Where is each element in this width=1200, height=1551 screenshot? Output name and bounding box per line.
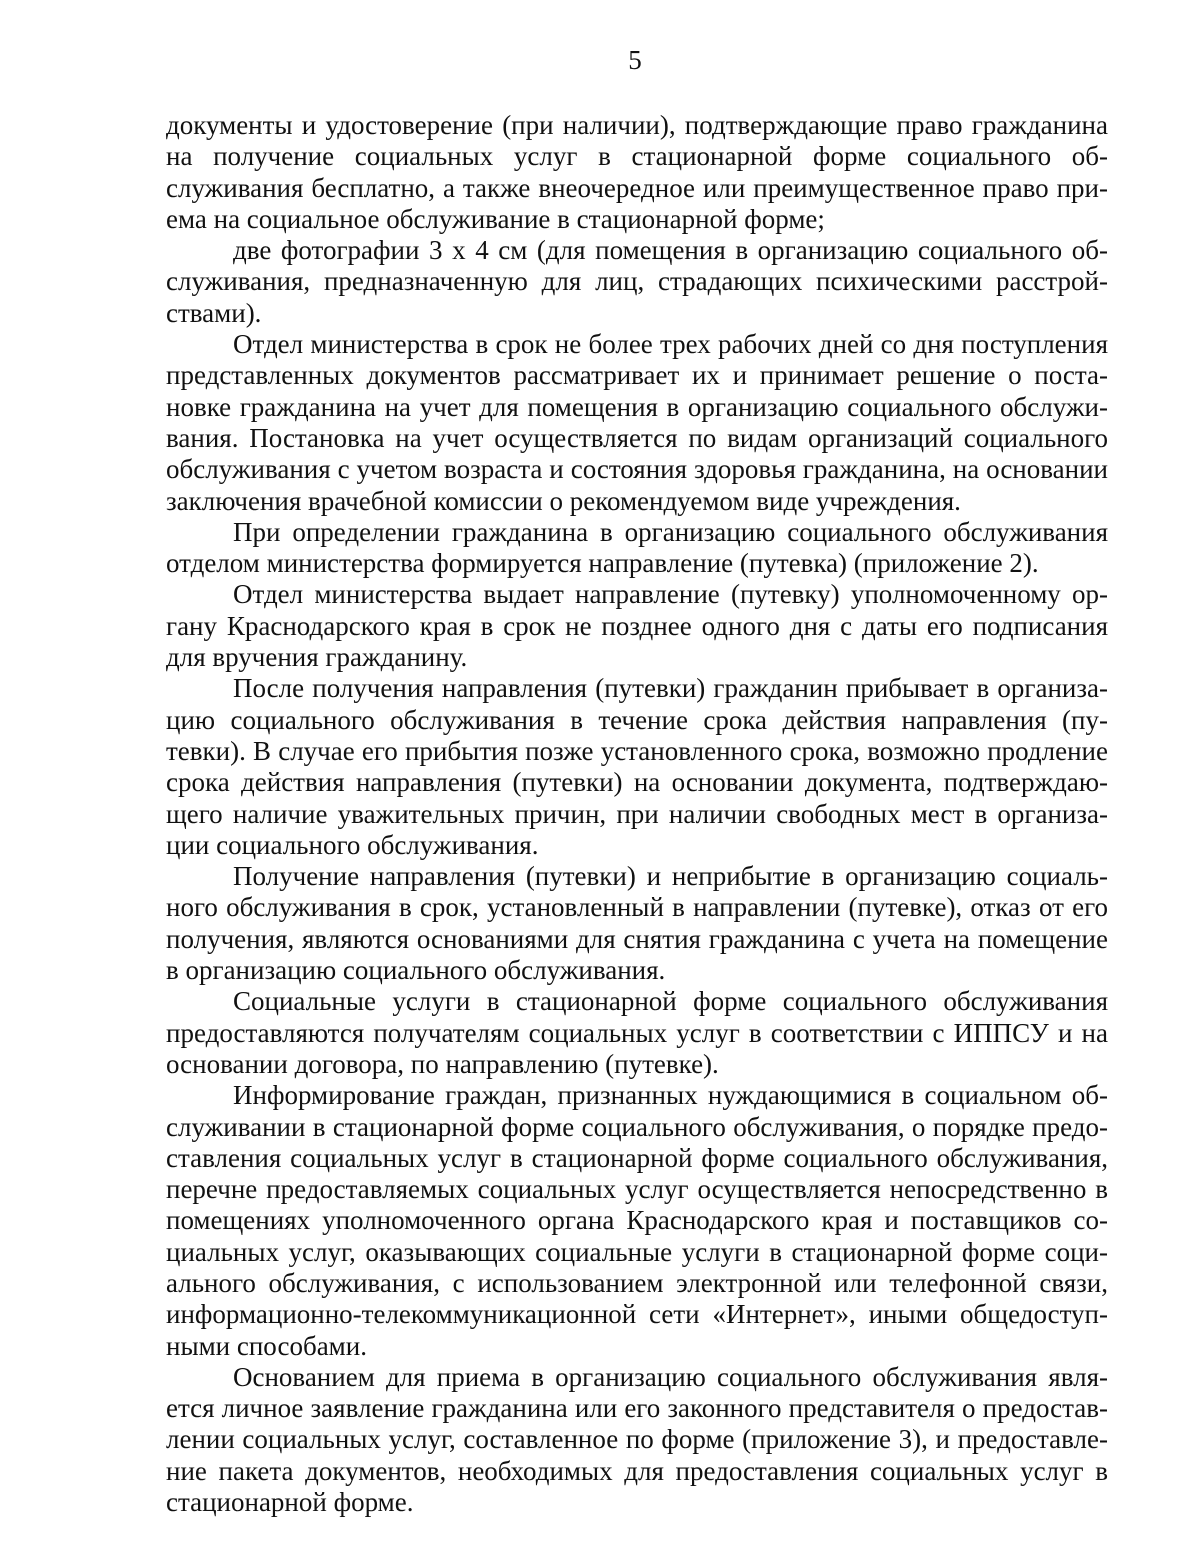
paragraph: документы и удостоверение (при наличии), подтверждающие право гражданина на получение социальных услуг в стационарной форме социального обслуживания бесплатно, а также внеочередное или преимущественное право приема на социальное обслуживание в стационарной форме; xyxy=(166,110,1108,234)
paragraph: Отдел министерства выдает направление (путевку) уполномоченному органу Краснодарского края в срок не позднее одного дня с даты его подписания для вручения гражданину. xyxy=(166,579,1108,673)
paragraph: Отдел министерства в срок не более трех рабочих дней со дня поступления представленных документов рассматривает их и принимает решение о постановке гражданина на учет для помещения в организацию социального обслуживания. Постановка на учет осуществляется по видам организаций социального обслуживания с учетом возраста и состояния здоровья гражданина, на основании заключения врачебной комиссии о рекомендуемом виде учреждения. xyxy=(166,329,1108,516)
paragraph: После получения направления (путевки) гражданин прибывает в организацию социального обслуживания в течение срока действия направления (путевки). В случае его прибытия позже установленного срока, возможно продление срока действия направления (путевки) на основании документа, подтверждающего наличие уважительных причин, при наличии свободных мест в организации социального обслуживания. xyxy=(166,673,1108,860)
page-number: 5 xyxy=(628,45,642,75)
paragraph: Социальные услуги в стационарной форме социального обслуживания предоставляются получателям социальных услуг в соответствии с ИППСУ и на основании договора, по направлению (путевке). xyxy=(166,986,1108,1079)
paragraph: Получение направления (путевки) и неприбытие в организацию социального обслуживания в срок, установленный в направлении (путевке), отказ от его получения, являются основаниями для снятия гражданина с учета на помещение в организацию социального обслуживания. xyxy=(166,861,1108,986)
paragraph: Основанием для приема в организацию социального обслуживания является личное заявление гражданина или его законного представителя о предоставлении социальных услуг, составленное по форме (приложение 3), и предоставление пакета документов, необходимых для предоставления социальных услуг в стационарной форме. xyxy=(166,1361,1108,1518)
document-body xyxy=(166,110,1108,1518)
paragraph: две фотографии 3 х 4 см (для помещения в организацию социального обслуживания, предназначенную для лиц, страдающих психическими расстройствами). xyxy=(166,235,1108,328)
paragraph: Информирование граждан, признанных нуждающимися в социальном обслуживании в стационарной форме социального обслуживания, о порядке предоставления социальных услуг в стационарной форме социального обслуживания, перечне предоставляемых социальных услуг осуществляется непосредственно в помещениях уполномоченного органа Краснодарского края и поставщиков социальных услуг, оказывающих социальные услуги в стационарной форме социального обслуживания, с использованием электронной или телефонной связи, информационно-телекоммуникационной сети «Интернет», иными общедоступными способами. xyxy=(166,1080,1108,1361)
paragraph: При определении гражданина в организацию социального обслуживания отделом министерства формируется направление (путевка) (приложение 2). xyxy=(166,516,1108,579)
